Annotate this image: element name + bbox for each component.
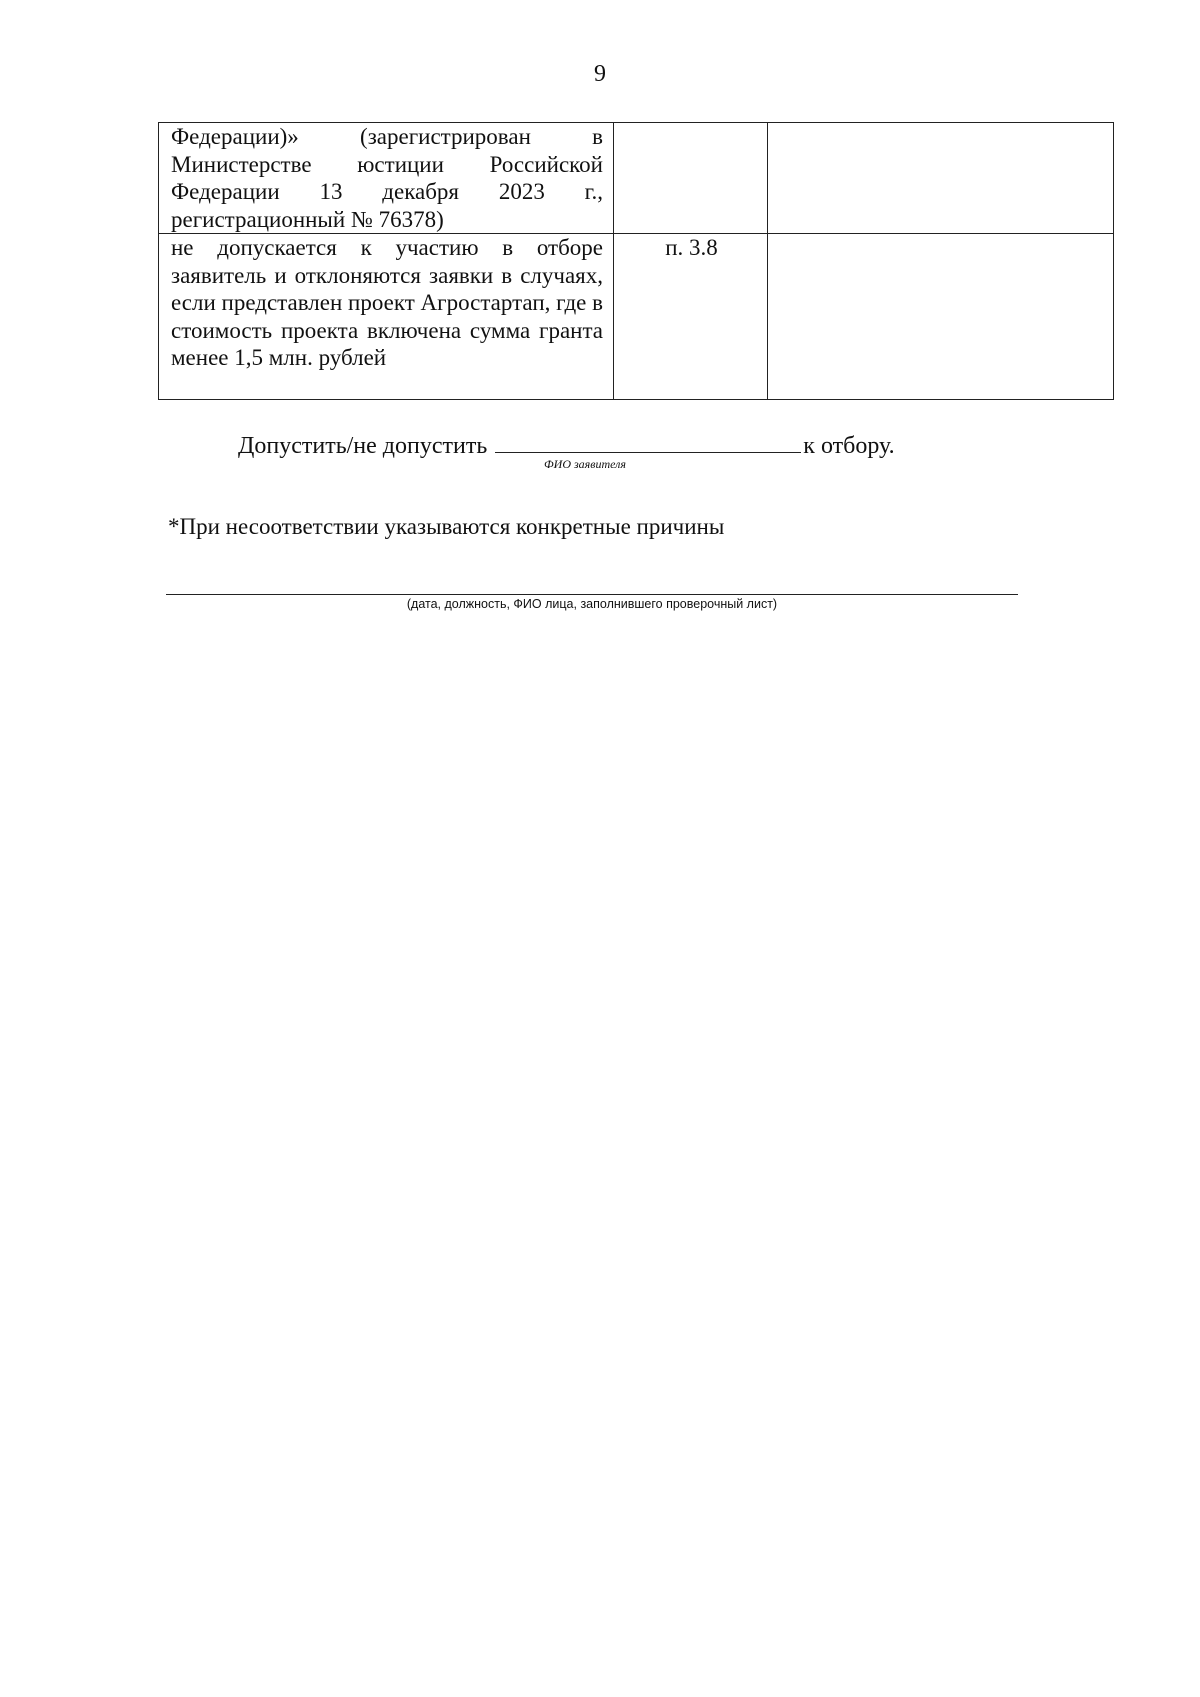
decision-label: Допустить/не допустить [238, 433, 488, 459]
applicant-name-blank[interactable] [495, 428, 801, 453]
footnote: *При несоответствии указываются конкретные причины [168, 514, 725, 539]
table-row [159, 123, 1114, 234]
decision-suffix: к отбору. [803, 433, 895, 459]
reference-cell [614, 123, 768, 234]
note-cell [768, 123, 1114, 234]
note-cell [768, 234, 1114, 400]
requirement-text-cell: Федерации)» (зарегистрирован в Министерстве юстиции Российской Федерации 13 декабря 2023 г., регистрационный № 76378) [159, 123, 614, 234]
signature-line[interactable] [166, 594, 1018, 595]
table-row [159, 234, 1114, 400]
requirement-text-cell: не допускается к участию в отборе заявитель и отклоняются заявки в случаях, если представлен проект Агростартап, где в стоимость проекта включена сумма гранта менее 1,5 млн. рублей [159, 234, 614, 400]
signature-caption: (дата, должность, ФИО лица, заполнившего проверочный лист) [406, 597, 778, 611]
checklist-table [158, 122, 1114, 400]
page-number: 9 [594, 61, 606, 87]
reference-cell: п. 3.8 [614, 234, 768, 400]
applicant-name-caption: ФИО заявителя [544, 457, 626, 471]
